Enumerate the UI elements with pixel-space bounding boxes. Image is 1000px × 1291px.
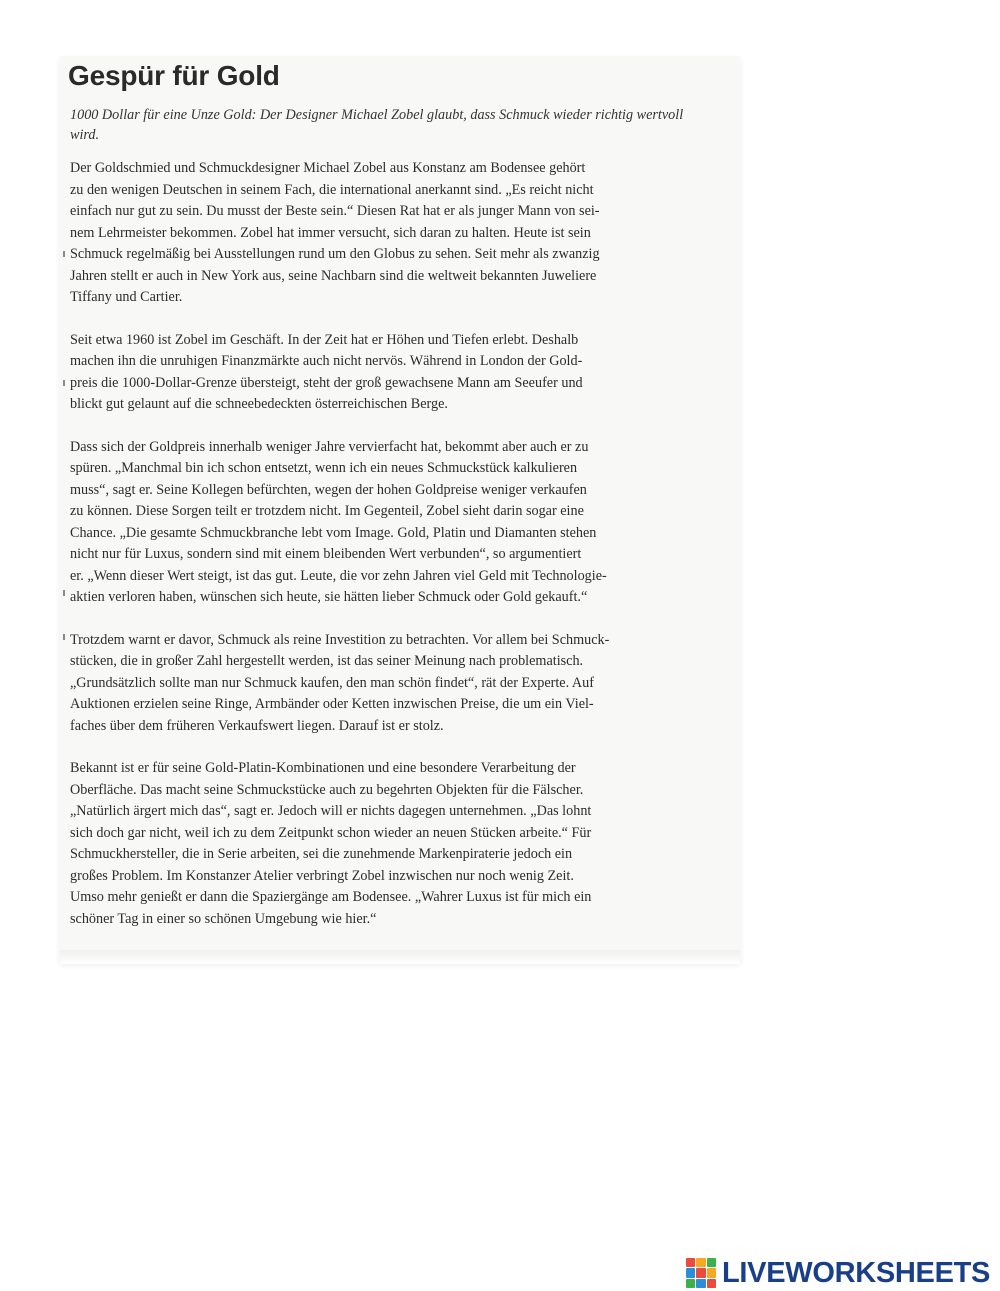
paragraph-line: Dass sich der Goldpreis innerhalb weniger Jahre vervierfacht hat, bekommt aber auch er zu	[70, 438, 589, 455]
paragraph-line: machen ihn die unruhigen Finanzmärkte auch nicht nervös. Während in London der Gold-	[70, 353, 583, 369]
logo-grid-square	[686, 1258, 695, 1267]
scan-margin-mark	[63, 590, 65, 596]
article-subtitle: 1000 Dollar für eine Unze Gold: Der Designer Michael Zobel glaubt, dass Schmuck wieder richtig wertvoll wird.	[70, 107, 684, 143]
paragraph-line: nicht nur für Luxus, sondern sind mit einem bleibenden Wert verbunden“, so argumentiert	[70, 546, 582, 562]
liveworksheets-logo	[686, 1255, 990, 1291]
article-paragraph	[70, 758, 698, 930]
paragraph-line: blickt gut gelaunt auf die schneebedeckten österreichischen Berge.	[70, 396, 448, 412]
scan-margin-mark	[63, 251, 65, 257]
logo-grid-square	[686, 1279, 695, 1288]
paragraph-line: er. „Wenn dieser Wert steigt, ist das gut. Leute, die vor zehn Jahren viel Geld mit Technologie-	[70, 567, 607, 584]
article-paragraph	[70, 330, 698, 416]
paragraph-line: „Grundsätzlich sollte man nur Schmuck kaufen, den man schön findet“, rät der Experte. Auf	[70, 674, 594, 691]
liveworksheets-grid-icon	[686, 1258, 716, 1288]
paragraph-line: spüren. „Manchmal bin ich schon entsetzt, wenn ich ein neues Schmuckstück kalkulieren	[70, 460, 578, 476]
paragraph-line: „Natürlich ärgert mich das“, sagt er. Jedoch will er nichts dagegen unternehmen. „Das lohnt	[70, 803, 592, 819]
paragraph-line: Auktionen erzielen seine Ringe, Armbänder oder Ketten inzwischen Preise, die um ein Viel-	[70, 696, 594, 712]
paragraph-line: sich doch gar nicht, weil ich zu dem Zeitpunkt schon wieder an neuen Stücken arbeite.“ Für	[70, 824, 592, 841]
article-paragraph	[70, 630, 698, 738]
scan-margin-mark	[63, 380, 65, 386]
paragraph-line: Chance. „Die gesamte Schmuckbranche lebt vom Image. Gold, Platin und Diamanten stehen	[70, 524, 597, 541]
paragraph-line: großes Problem. Im Konstanzer Atelier verbringt Zobel inzwischen nur noch wenig Zeit.	[70, 867, 574, 884]
scan-bottom-edge	[60, 950, 740, 964]
logo-grid-square	[707, 1279, 716, 1288]
paragraph-line: Bekannt ist er für seine Gold-Platin-Kombinationen und eine besondere Verarbeitung der	[70, 760, 576, 776]
logo-grid-square	[707, 1258, 716, 1267]
article-body	[70, 158, 698, 951]
paragraph-line: Trotzdem warnt er davor, Schmuck als reine Investition zu betrachten. Vor allem bei Schmuck-	[70, 631, 610, 648]
paragraph-line: Der Goldschmied und Schmuckdesigner Michael Zobel aus Konstanz am Bodensee gehört	[70, 160, 586, 176]
paragraph-line: Jahren stellt er auch in New York aus, seine Nachbarn sind die weltweit bekannten Juweliere	[70, 267, 597, 284]
paragraph-line: schöner Tag in einer so schönen Umgebung wie hier.“	[70, 910, 377, 927]
paragraph-line: nem Lehrmeister bekommen. Zobel hat immer versucht, sich daran zu halten. Heute ist sein	[70, 224, 591, 241]
article-paragraph	[70, 437, 698, 609]
article-title: Gespür für Gold	[68, 60, 280, 91]
scan-margin-mark	[63, 634, 65, 640]
paragraph-line: Schmuckhersteller, die in Serie arbeiten, sei die zunehmende Markenpiraterie jedoch ein	[70, 846, 573, 862]
paragraph-line: Seit etwa 1960 ist Zobel im Geschäft. In der Zeit hat er Höhen und Tiefen erlebt. Deshalb	[70, 331, 579, 348]
paragraph-line: aktien verloren haben, wünschen sich heute, sie hätten lieber Schmuck oder Gold gekauft.“	[70, 589, 588, 605]
paragraph-line: zu können. Diese Sorgen teilt er trotzdem nicht. Im Gegenteil, Zobel sieht darin sogar eine	[70, 503, 584, 519]
logo-grid-square	[696, 1258, 705, 1267]
paragraph-line: muss“, sagt er. Seine Kollegen befürchten, wegen der hohen Goldpreise weniger verkaufen	[70, 481, 587, 498]
logo-grid-square	[686, 1268, 695, 1277]
paragraph-line: preis die 1000-Dollar-Grenze übersteigt, steht der groß gewachsene Mann am Seeufer und	[70, 374, 583, 391]
paragraph-line: Tiffany und Cartier.	[70, 289, 183, 305]
paragraph-line: Oberfläche. Das macht seine Schmuckstücke auch zu begehrten Objekten für die Fälscher.	[70, 781, 584, 798]
paragraph-line: stücken, die in großer Zahl hergestellt werden, ist das seiner Meinung nach problematisch.	[70, 653, 584, 669]
paragraph-line: Umso mehr genießt er dann die Spaziergänge am Bodensee. „Wahrer Luxus ist für mich ein	[70, 889, 592, 905]
paragraph-line: zu den wenigen Deutschen in seinem Fach, die international anerkannt sind. „Es reicht nicht	[70, 181, 594, 198]
logo-grid-square	[707, 1268, 716, 1277]
logo-grid-square	[696, 1268, 705, 1277]
paragraph-line: faches über dem früheren Verkaufswert liegen. Darauf ist er stolz.	[70, 717, 444, 734]
paragraph-line: Schmuck regelmäßig bei Ausstellungen rund um den Globus zu sehen. Seit mehr als zwanzig	[70, 246, 600, 262]
article-paragraph	[70, 158, 698, 309]
logo-text: LIVEWORKSHEETS	[722, 1256, 991, 1289]
logo-grid-square	[696, 1279, 705, 1288]
paragraph-line: einfach nur gut zu sein. Du musst der Beste sein.“ Diesen Rat hat er als junger Mann von sei-	[70, 203, 600, 219]
